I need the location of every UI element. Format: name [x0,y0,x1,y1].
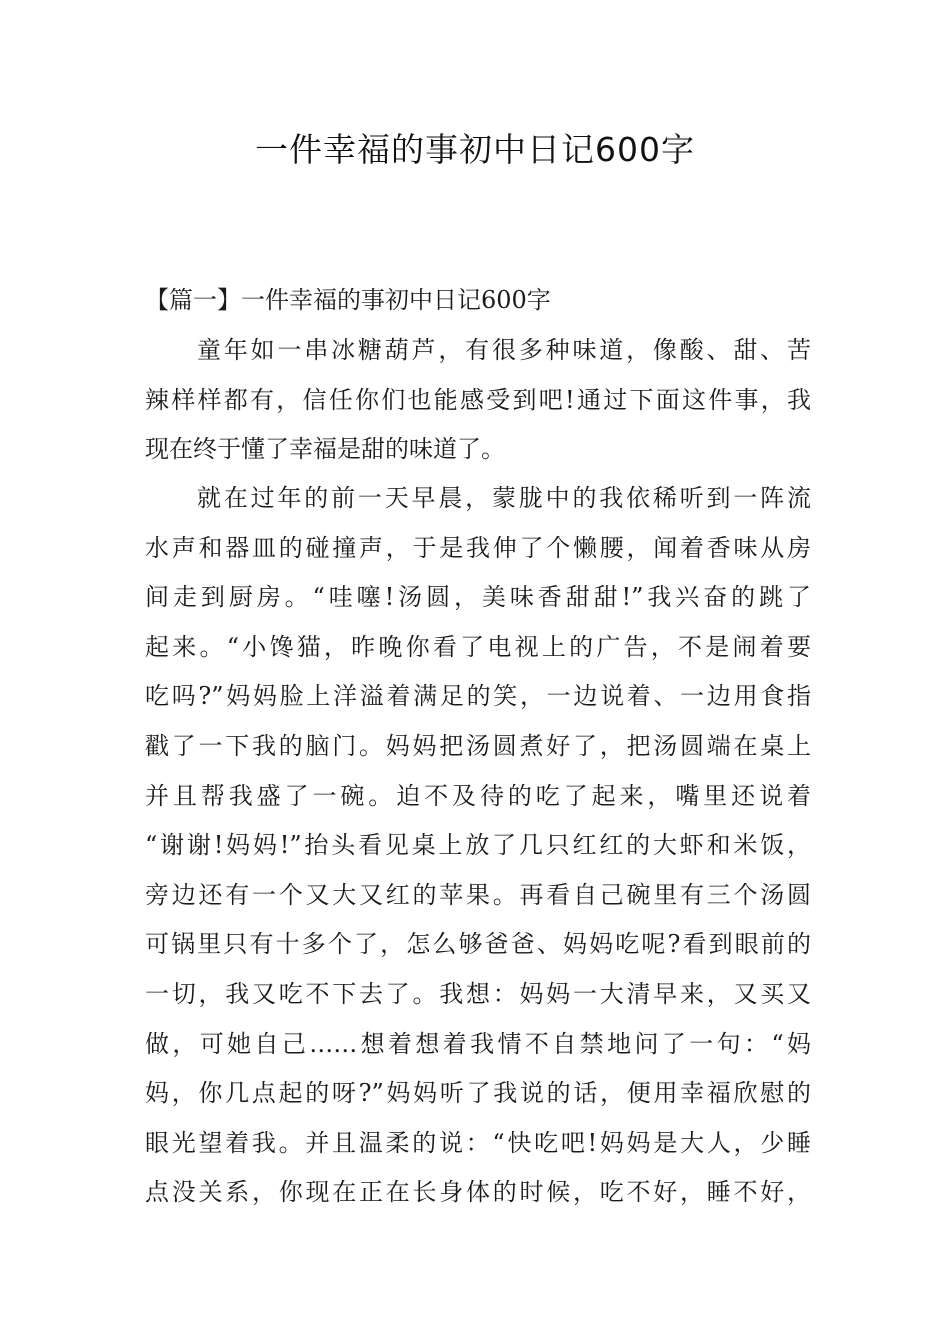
paragraph-line: 妈，你几点起的呀?”妈妈听了我说的话，便用幸福欣慰的 [145,1079,811,1108]
paragraph-line: 吃吗?”妈妈脸上洋溢着满足的笑，一边说着、一边用食指 [145,682,811,711]
paragraph-line: 并且帮我盛了一碗。迫不及待的吃了起来，嘴里还说着 [145,781,811,810]
paragraph-line: 旁边还有一个又大又红的苹果。再看自己碗里有三个汤圆 [145,880,811,909]
paragraph-line: 一切，我又吃不下去了。我想：妈妈一大清早来，又买又 [145,979,811,1008]
paragraph-line: 可锅里只有十多个了，怎么够爸爸、妈妈吃呢?看到眼前的 [145,930,811,959]
paragraph-1 [145,326,811,475]
paragraph-line: 辣样样都有，信任你们也能感受到吧!通过下面这件事，我 [145,385,811,414]
paragraph-line: 起来。“小馋猫，昨晚你看了电视上的广告，不是闹着要 [145,632,811,661]
paragraph-line: 现在终于懂了幸福是甜的味道了。 [145,435,505,464]
paragraph-line: 就在过年的前一天早晨，蒙胧中的我依稀听到一阵流 [197,484,811,512]
paragraph-line: 间走到厨房。“哇噻!汤圆，美味香甜甜!”我兴奋的跳了 [145,583,811,612]
paragraph-line: “谢谢!妈妈!”抬头看见桌上放了几只红红的大虾和米饭， [145,831,811,860]
paragraph-line: 童年如一串冰糖葫芦，有很多种味道，像酸、甜、苦 [197,336,811,364]
paragraph-line: 做，可她自己……想着想着我情不自禁地问了一句：“妈 [145,1029,811,1058]
section-heading: 【篇一】一件幸福的事初中日记600字 [145,286,551,314]
paragraph-line: 水声和器皿的碰撞声，于是我伸了个懒腰，闻着香味从房 [145,533,811,562]
paragraph-line: 眼光望着我。并且温柔的说：“快吃吧!妈妈是大人，少睡 [145,1128,811,1157]
paragraph-line: 点没关系，你现在正在长身体的时候，吃不好，睡不好， [145,1178,811,1207]
paragraph-2 [145,474,811,1218]
document-title: 一件幸福的事初中日记600字 [255,130,695,169]
paragraph-line: 戳了一下我的脑门。妈妈把汤圆煮好了，把汤圆端在桌上 [145,731,811,760]
